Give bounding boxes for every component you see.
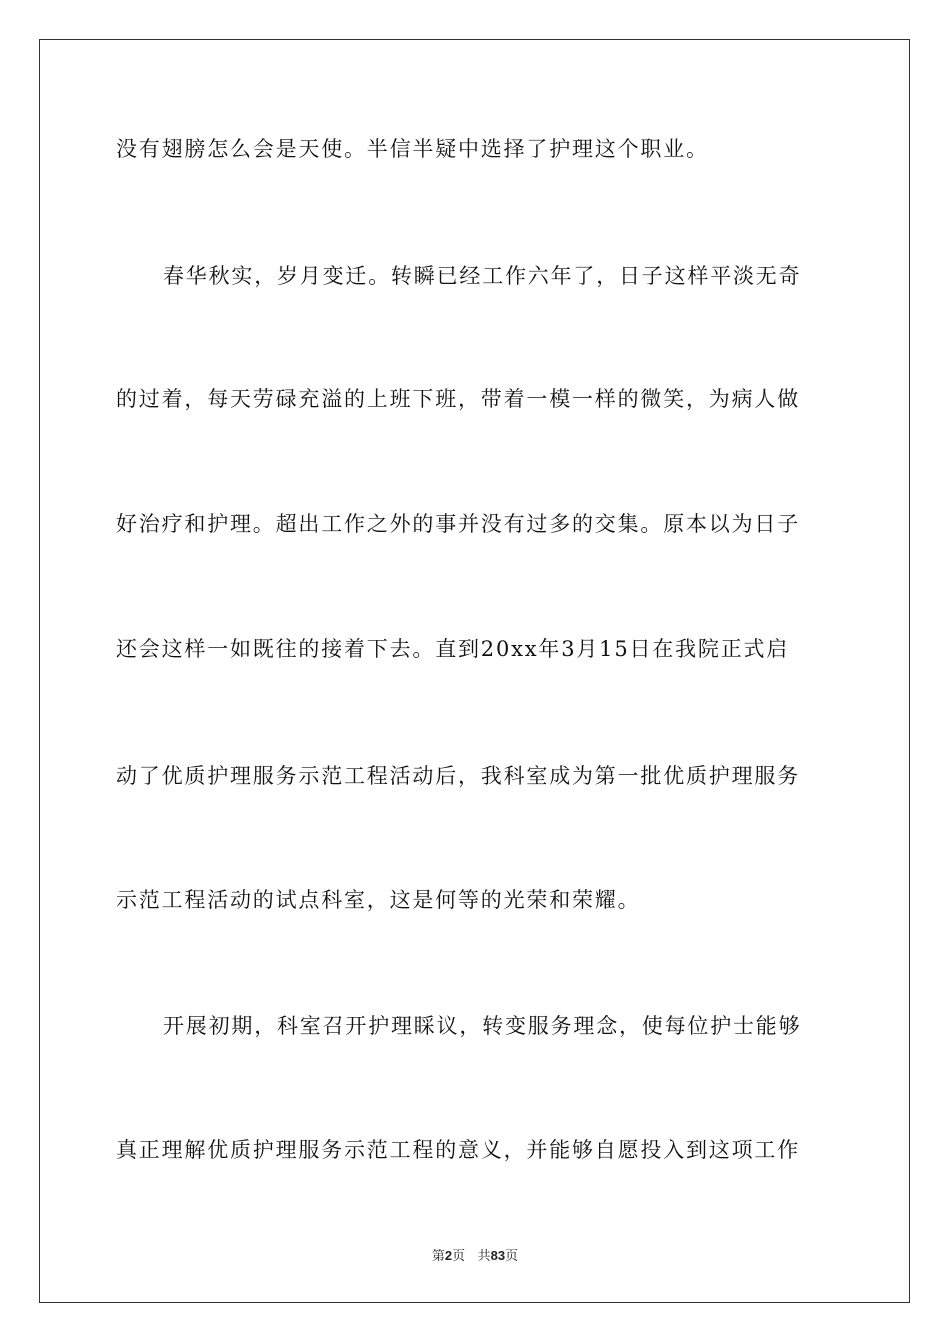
paragraph-start-line: 开展初期，科室召开护理睬议，转变服务理念，使每位护士能够 [163, 1014, 802, 1038]
total-suffix: 页 [505, 1249, 519, 1264]
text-line: 还会这样一如既往的接着下去。直到20xx年3月15日在我院正式启 [116, 637, 790, 661]
page-footer [0, 1247, 950, 1266]
paragraph-start-line: 春华秋实，岁月变迁。转瞬已经工作六年了，日子这样平淡无奇 [163, 264, 802, 288]
text-line: 真正理解优质护理服务示范工程的意义，并能够自愿投入到这项工作 [116, 1138, 800, 1162]
text-line: 示范工程活动的试点科室，这是何等的光荣和荣耀。 [116, 888, 641, 912]
total-pages: 83 [490, 1248, 506, 1263]
page-prefix: 第 [431, 1249, 445, 1264]
page-number: 2 [444, 1248, 453, 1263]
total-prefix: 共 [477, 1249, 491, 1264]
text-line: 好治疗和护理。超出工作之外的事并没有过多的交集。原本以为日子 [116, 512, 800, 536]
text-line: 动了优质护理服务示范工程活动后，我科室成为第一批优质护理服务 [116, 764, 800, 788]
page-suffix: 页 [452, 1249, 466, 1264]
text-line: 的过着，每天劳碌充溢的上班下班，带着一模一样的微笑，为病人做 [116, 387, 800, 411]
text-line: 没有翅膀怎么会是天使。半信半疑中选择了护理这个职业。 [116, 137, 709, 161]
page-border [39, 39, 910, 1303]
